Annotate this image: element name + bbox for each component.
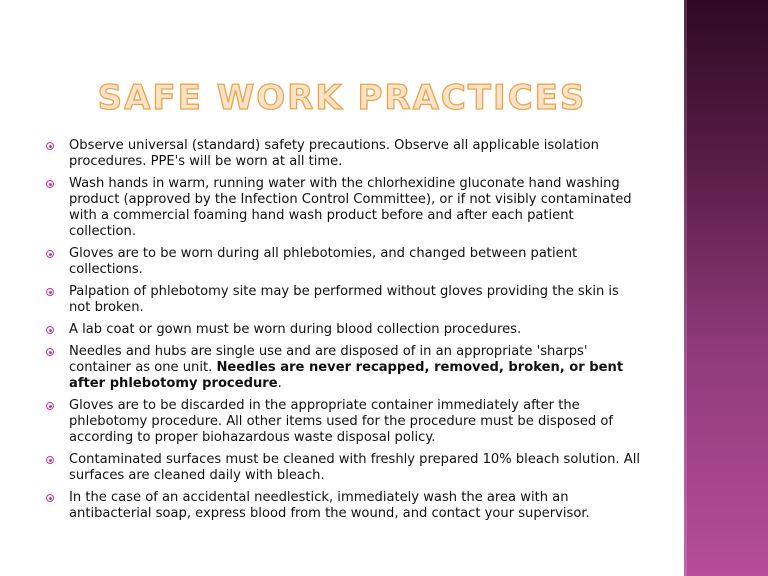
bullet-item (42, 284, 642, 316)
bullet-text: Needles and hubs are single use and are disposed of in an appropriate 'sharps' container as one unit. (69, 344, 588, 375)
bullet-item (42, 176, 642, 240)
bullet-text: In the case of an accidental needlestick, immediately wash the area with an antibacterial soap, express blood from the wound, and contact your supervisor. (69, 490, 590, 521)
bullet-circle-icon (46, 288, 54, 296)
bullet-item (42, 490, 642, 522)
bullet-circle-icon (46, 456, 54, 464)
bullet-circle-icon (46, 402, 54, 410)
bullet-circle-icon (46, 494, 54, 502)
bullet-text: A lab coat or gown must be worn during blood collection procedures. (69, 322, 522, 337)
bullet-item (42, 138, 642, 170)
bullet-text: Gloves are to be worn during all phlebotomies, and changed between patient collections. (69, 246, 578, 277)
bullet-circle-icon (46, 180, 54, 188)
bullet-text-end: . (277, 376, 282, 391)
bullet-item (42, 246, 642, 278)
slide-title: SAFE WORK PRACTICES (97, 78, 587, 118)
bullet-text: Contaminated surfaces must be cleaned with freshly prepared 10% bleach solution. All surfaces are cleaned daily with bleach. (69, 452, 640, 483)
bullet-circle-icon (46, 348, 54, 356)
decorative-side-band (684, 0, 768, 576)
bullet-item (42, 398, 642, 446)
bullet-text: Gloves are to be discarded in the appropriate container immediately after the phlebotomy procedure. All other items used for the procedure must be disposed of according to proper biohazardous waste disposal policy. (69, 398, 614, 445)
bullet-text: Wash hands in warm, running water with the chlorhexidine gluconate hand washing product (approved by the Infection Control Committee), or if not visibly contaminated with a commercial foaming hand wash product before and after each patient collection. (69, 176, 632, 239)
bullet-item (42, 452, 642, 484)
bullet-item (42, 322, 642, 338)
bullet-bold-text: Needles are never recapped, removed, broken, or bent after phlebotomy procedure (69, 360, 624, 391)
bullet-text: Palpation of phlebotomy site may be performed without gloves providing the skin is not broken. (69, 284, 619, 315)
bullet-circle-icon (46, 142, 54, 150)
bullet-list (42, 138, 642, 528)
bullet-text: Observe universal (standard) safety precautions. Observe all applicable isolation procedures. PPE's will be worn at all time. (69, 138, 599, 169)
bullet-circle-icon (46, 326, 54, 334)
bullet-circle-icon (46, 250, 54, 258)
bullet-item (42, 344, 642, 392)
